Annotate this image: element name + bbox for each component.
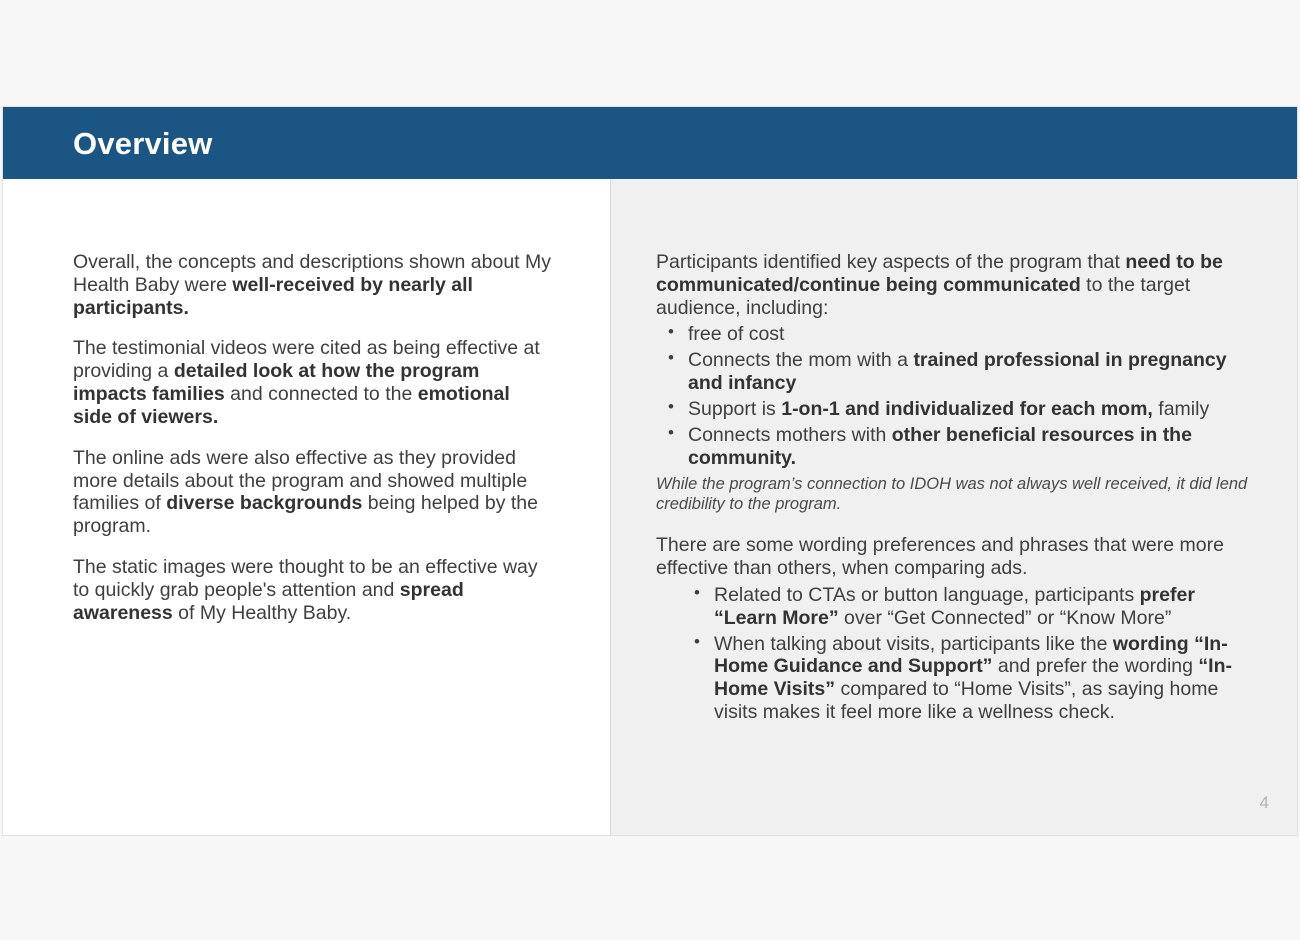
- left-paragraph-2: [73, 337, 553, 428]
- body-text: Overall, the concepts and descriptions shown about My Health Baby were: [73, 251, 552, 296]
- body-text: The online ads were also effective as they provided more details about the program and showed multiple families of: [73, 446, 528, 515]
- emphasis-text: well-received by nearly all participants.: [73, 273, 473, 319]
- body-text: being helped by the program.: [73, 492, 539, 538]
- body-text: and prefer the wording: [992, 655, 1199, 678]
- key-aspects-list: [656, 323, 1256, 469]
- body-text: over “Get Connected” or “Know More”: [838, 606, 1172, 629]
- emphasis-text: diverse backgrounds: [166, 492, 363, 515]
- slide-number: 4: [1259, 793, 1269, 812]
- body-text: free of cost: [688, 323, 785, 346]
- slide-title-bar: [3, 107, 1297, 179]
- body-text: Connects mothers with: [688, 423, 892, 446]
- emphasis-text: 1-on-1 and individualized for each mom,: [781, 397, 1153, 420]
- emphasis-text: detailed look at how the program impacts families: [73, 360, 480, 406]
- list-item: [686, 323, 1256, 346]
- right-column-content: [656, 251, 1256, 727]
- slide-canvas: [2, 106, 1298, 836]
- right-intro-paragraph: [656, 251, 1256, 319]
- body-text: of My Healthy Baby.: [172, 601, 352, 624]
- list-item: [714, 633, 1256, 724]
- idoh-note: While the program’s connection to IDOH was not always well received, it did lend credibility to the program.: [656, 475, 1248, 513]
- emphasis-text: other beneficial resources in the community.: [688, 423, 1192, 469]
- body-text: to the target audience, including:: [656, 273, 1191, 319]
- page-title: Overview: [73, 126, 213, 161]
- left-column: [3, 179, 610, 835]
- body-text: Support is: [688, 397, 782, 420]
- emphasis-text: emotional side of viewers.: [73, 383, 510, 428]
- body-text: family: [1152, 397, 1210, 420]
- body-text: The static images were thought to be an effective way to quickly grab people's attention and: [73, 555, 538, 601]
- body-text: compared to “Home Visits”, as saying home visits makes it feel more like a wellness check.: [714, 678, 1219, 723]
- left-column-content: [73, 251, 553, 624]
- list-item: [686, 349, 1256, 395]
- left-paragraph-1: [73, 251, 553, 319]
- body-text: When talking about visits, participants like the: [714, 632, 1113, 655]
- right-column: [610, 179, 1297, 835]
- slide-body: [3, 179, 1297, 835]
- body-text: Related to CTAs or button language, participants: [714, 583, 1140, 606]
- emphasis-text: prefer “Learn More”: [714, 583, 1195, 629]
- body-text: Connects the mom with a: [688, 349, 914, 372]
- emphasis-text: wording “In-Home Guidance and Support”: [714, 632, 1228, 678]
- wording-preferences-list: [656, 584, 1256, 724]
- list-item: [686, 398, 1256, 421]
- emphasis-text: spread awareness: [73, 578, 464, 624]
- list-item: [714, 584, 1256, 630]
- body-text: and connected to the: [224, 383, 418, 406]
- body-text: There are some wording preferences and phrases that were more effective than others, when comparing ads.: [656, 534, 1224, 580]
- body-text: Participants identified key aspects of the program that: [656, 251, 1126, 273]
- spacer: [656, 514, 1256, 534]
- list-item: [686, 424, 1256, 470]
- left-paragraph-3: [73, 447, 553, 538]
- left-paragraph-4: [73, 556, 553, 624]
- emphasis-text: “In-Home Visits”: [714, 655, 1232, 701]
- emphasis-text: trained professional in pregnancy and infancy: [688, 349, 1227, 395]
- emphasis-text: need to be communicated/continue being communicated: [656, 251, 1223, 296]
- right-second-intro-paragraph: [656, 534, 1256, 580]
- body-text: The testimonial videos were cited as being effective at providing a: [73, 337, 540, 383]
